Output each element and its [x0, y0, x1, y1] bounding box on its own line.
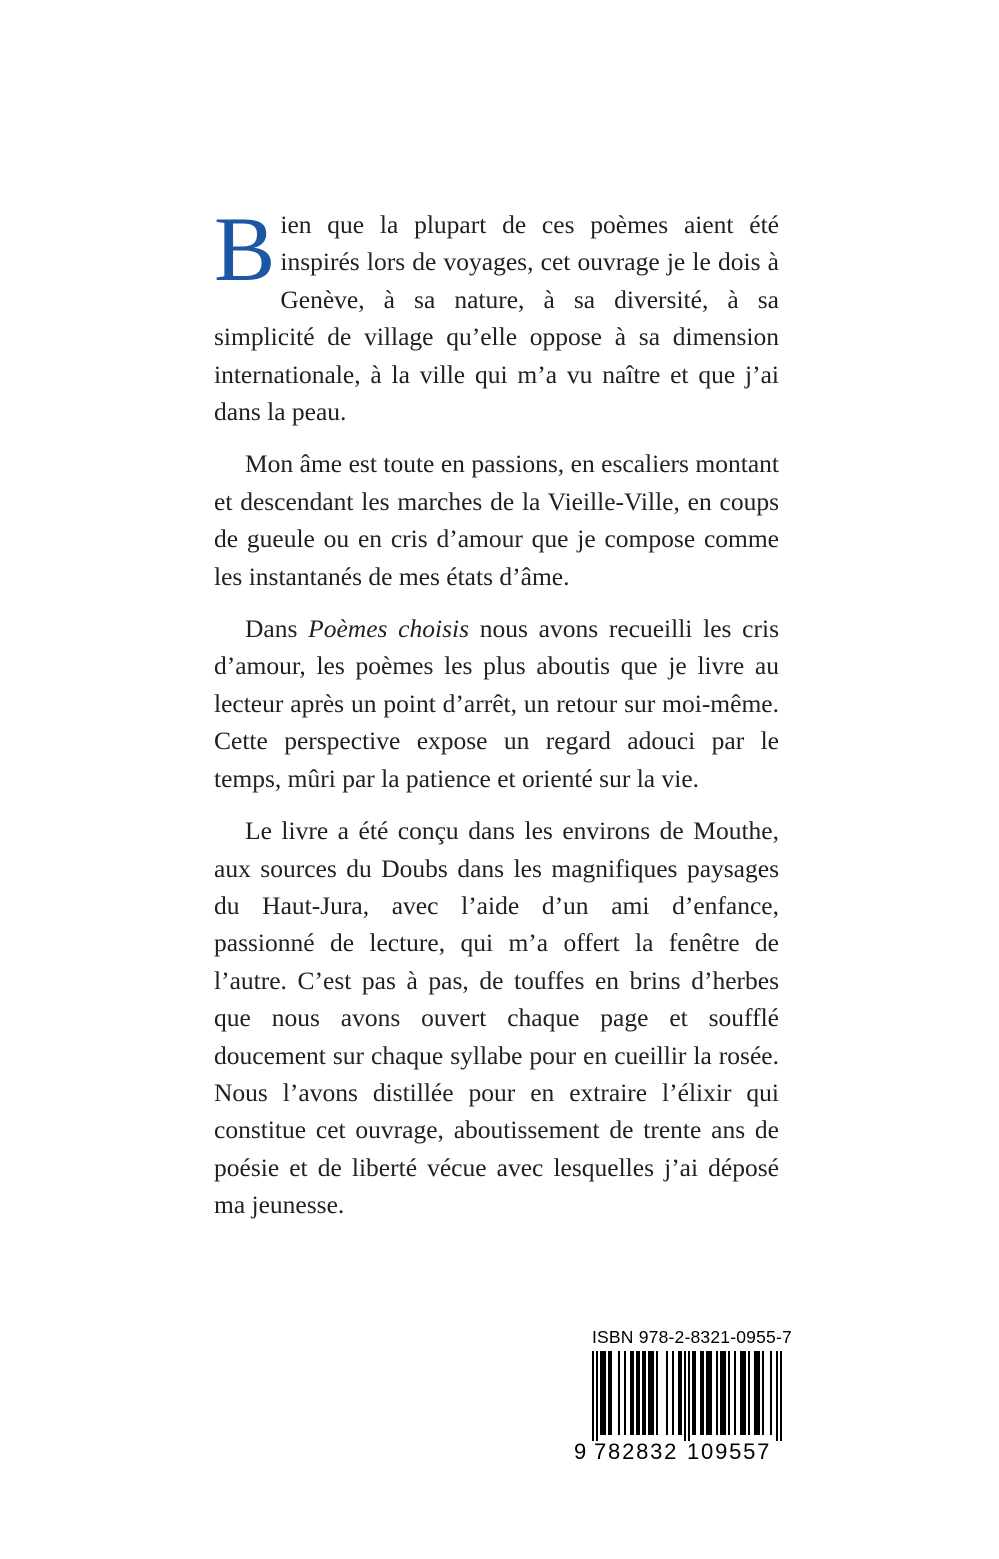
- barcode-bar: [602, 1351, 604, 1435]
- paragraph-4: Le livre a été conçu dans les environs de Mouthe, aux sources du Doubs dans les magnifiques paysages du Haut-Jura, avec l’aide d’un ami d’enfance, passionné de lecture, qui m’a offert la fenêtre de l’autre. C’est pas à pas, de touffes en brins d’herbes que nous avons ouvert chaque page et soufflé doucement sur chaque syllabe pour en cueillir la rosée. Nous l’avons distillée pour en extraire l’élixir qui constitue cet ouvrage, aboutissement de trente ans de poésie et de liberté vécue avec lesquelles j’ai déposé ma jeunesse.: [214, 816, 779, 1220]
- isbn-label: ISBN 978-2-8321-0955-7: [592, 1327, 792, 1347]
- barcode-bar: [748, 1351, 750, 1435]
- barcode-bar: [692, 1351, 694, 1435]
- barcode-bar: [720, 1351, 722, 1435]
- barcode-bar: [608, 1351, 610, 1435]
- barcode-bar: [780, 1351, 782, 1441]
- barcode-bar: [656, 1351, 658, 1435]
- barcode-bars: [574, 1351, 785, 1441]
- back-cover-text: [214, 198, 779, 1239]
- barcode-bar: [688, 1351, 690, 1441]
- barcode-bar: [684, 1351, 686, 1441]
- barcode-bar: [722, 1351, 724, 1435]
- barcode-bar: [762, 1351, 764, 1435]
- drop-cap: B: [214, 198, 276, 300]
- barcode-bar: [624, 1351, 626, 1435]
- barcode-bar: [636, 1351, 638, 1435]
- barcode-bar: [618, 1351, 620, 1435]
- barcode-bar: [754, 1351, 756, 1435]
- barcode-bar: [604, 1351, 606, 1435]
- barcode-bar: [740, 1351, 742, 1435]
- barcode-bar: [694, 1351, 696, 1435]
- barcode-bar: [706, 1351, 708, 1435]
- barcode-bar: [596, 1351, 598, 1441]
- barcode-bar: [630, 1351, 632, 1435]
- paragraph-2: Mon âme est toute en passions, en escaliers montant et descendant les marches de la Vieille-Ville, en coups de gueule ou en cris d’amour que je compose comme les instantanés de mes états d’âme.: [214, 449, 779, 591]
- barcode-bar: [708, 1351, 710, 1435]
- barcode-bar: [710, 1351, 712, 1435]
- barcode-bar: [680, 1351, 682, 1435]
- barcode-bar: [600, 1351, 602, 1435]
- barcode-bar: [744, 1351, 746, 1435]
- paragraph-1-text: ien que la plupart de ces poèmes aient été inspirés lors de voyages, cet ouvrage je le dois à Genève, à sa nature, à sa diversité, à sa simplicité de village qu’elle oppose à sa dimension internationale, à la ville qui m’a vu naître et que j’ai dans la peau.: [214, 210, 779, 427]
- barcode-bar: [638, 1351, 640, 1435]
- barcode-bar: [756, 1351, 758, 1435]
- barcode-bar: [724, 1351, 726, 1435]
- barcode-bar: [610, 1351, 612, 1435]
- barcode-bar: [734, 1351, 736, 1435]
- barcode-bar: [776, 1351, 778, 1441]
- barcode-bar: [650, 1351, 652, 1435]
- barcode-bar: [666, 1351, 668, 1435]
- barcode-bar: [672, 1351, 674, 1435]
- barcode-bar: [758, 1351, 760, 1435]
- ean-left-digits: 782832: [594, 1439, 679, 1464]
- barcode-bar: [716, 1351, 718, 1435]
- book-title: Poèmes choisis: [308, 614, 470, 644]
- barcode-bar: [648, 1351, 650, 1435]
- barcode-bar: [642, 1351, 644, 1435]
- barcode-bar: [678, 1351, 680, 1435]
- paragraph-3-lead: Dans: [245, 614, 309, 644]
- ean-right-digits: 109557: [687, 1439, 772, 1464]
- barcode-bar: [592, 1351, 594, 1441]
- paragraph-1: [214, 198, 779, 430]
- barcode-bar: [700, 1351, 702, 1435]
- barcode-bar: [728, 1351, 730, 1435]
- barcode-bar: [770, 1351, 772, 1435]
- paragraph-3-text: nous avons recueilli les cris d’amour, les poèmes les plus aboutis que je livre au lecteur après un point d’arrêt, un retour sur moi-même. Cette perspective expose un regard adouci par le temps, mûri par la patience et orienté sur la vie.: [214, 614, 779, 793]
- barcode-bar: [742, 1351, 744, 1435]
- isbn-barcode: [574, 1327, 792, 1467]
- barcode-bar: [702, 1351, 704, 1435]
- barcode-bar: [644, 1351, 646, 1435]
- barcode-bar: [632, 1351, 634, 1435]
- ean-lead-digit: 9: [574, 1439, 587, 1464]
- barcode-bar: [652, 1351, 654, 1435]
- paragraph-3: [214, 610, 779, 797]
